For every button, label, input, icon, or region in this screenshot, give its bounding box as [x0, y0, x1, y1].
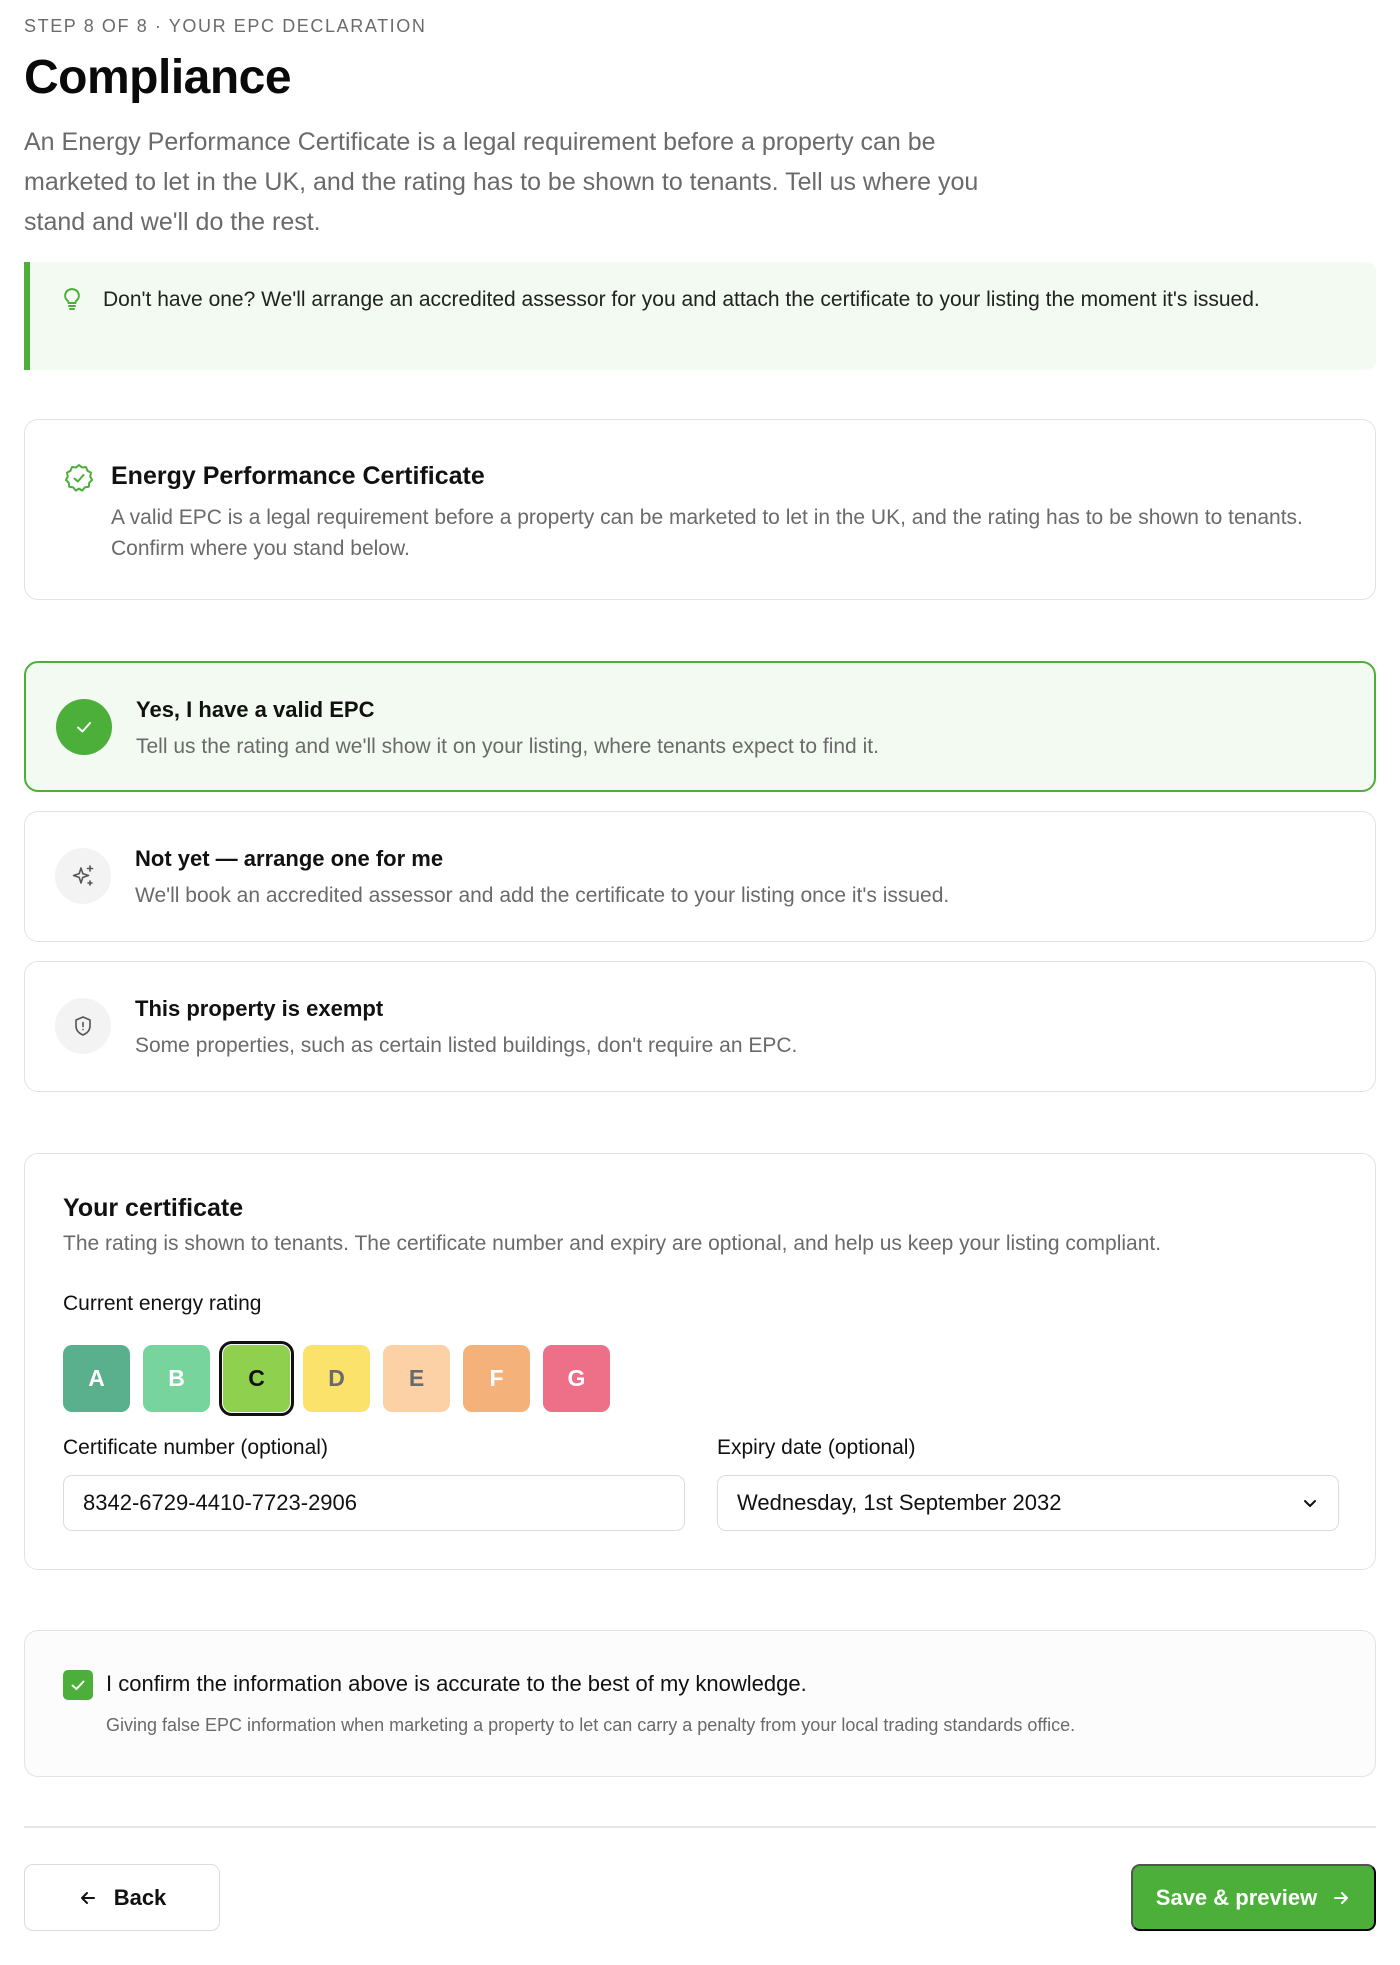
arrow-right-icon — [1331, 1888, 1351, 1908]
epc-info-card — [24, 419, 1376, 600]
check-icon — [68, 1675, 88, 1695]
confirmation-card — [24, 1630, 1376, 1777]
option-description: We'll book an accredited assessor and add the certificate to your listing once it's issued. — [135, 884, 950, 907]
option-title: Not yet — arrange one for me — [135, 846, 444, 871]
confirm-checkbox[interactable] — [63, 1670, 93, 1700]
option-title: This property is exempt — [135, 996, 384, 1021]
option-title: Yes, I have a valid EPC — [136, 697, 375, 722]
shield-icon — [55, 998, 111, 1054]
lightbulb-icon — [60, 284, 84, 314]
footer-divider — [24, 1826, 1376, 1828]
arrow-left-icon — [78, 1888, 98, 1908]
confirm-text: I confirm the information above is accurate to the best of my knowledge. — [106, 1671, 807, 1696]
energy-rating-label: Current energy rating — [63, 1292, 262, 1315]
page-title: Compliance — [24, 51, 292, 104]
rating-d-button[interactable]: D — [303, 1345, 370, 1412]
save-preview-button[interactable] — [1131, 1864, 1376, 1931]
epc-card-description: A valid EPC is a legal requirement before a property can be marketed to let in the UK, and the rating has to be shown to tenants. Confirm where you stand below. — [111, 506, 1303, 560]
save-button-label: Save & preview — [1155, 1884, 1318, 1910]
option-arrange-epc[interactable] — [24, 811, 1376, 942]
certificate-card — [24, 1153, 1376, 1570]
option-description: Tell us the rating and we'll show it on your listing, where tenants expect to find it. — [136, 735, 879, 758]
option-property-exempt[interactable] — [24, 961, 1376, 1092]
confirm-note: Giving false EPC information when marketing a property to let can carry a penalty from your local trading standards office. — [106, 1715, 1076, 1735]
option-has-valid-epc[interactable] — [24, 661, 1376, 792]
expiry-date-label: Expiry date (optional) — [717, 1436, 916, 1459]
info-tip — [24, 262, 1376, 370]
certificate-number-label: Certificate number (optional) — [63, 1436, 328, 1459]
epc-card-title: Energy Performance Certificate — [111, 462, 485, 490]
back-button[interactable] — [24, 1864, 220, 1931]
check-icon — [56, 699, 112, 755]
energy-rating-selector — [63, 1345, 610, 1412]
chevron-down-icon — [1301, 1494, 1319, 1512]
sparkles-icon — [55, 848, 111, 904]
certificate-number-input[interactable] — [63, 1475, 685, 1531]
certificate-title: Your certificate — [63, 1194, 244, 1222]
badge-check-icon — [63, 462, 95, 494]
rating-a-button[interactable]: A — [63, 1345, 130, 1412]
rating-e-button[interactable]: E — [383, 1345, 450, 1412]
expiry-date-value: Wednesday, 1st September 2032 — [737, 1490, 1062, 1515]
expiry-date-select[interactable] — [717, 1475, 1339, 1531]
rating-f-button[interactable]: F — [463, 1345, 530, 1412]
tip-text: Don't have one? We'll arrange an accredited assessor for you and attach the certificate to your listing the moment it's issued. — [103, 288, 1260, 311]
rating-g-button[interactable]: G — [543, 1345, 610, 1412]
step-indicator: STEP 8 OF 8 · YOUR EPC DECLARATION — [24, 16, 427, 36]
option-description: Some properties, such as certain listed buildings, don't require an EPC. — [135, 1034, 798, 1057]
page-intro: An Energy Performance Certificate is a legal requirement before a property can be marketed to let in the UK, and the rating has to be shown to tenants. Tell us where you stand and we'll do the rest. — [24, 128, 979, 236]
rating-b-button[interactable]: B — [143, 1345, 210, 1412]
back-button-label: Back — [113, 1884, 167, 1910]
certificate-description: The rating is shown to tenants. The certificate number and expiry are optional, and help us keep your listing compliant. — [63, 1232, 1162, 1255]
rating-c-button[interactable]: C — [223, 1345, 290, 1412]
